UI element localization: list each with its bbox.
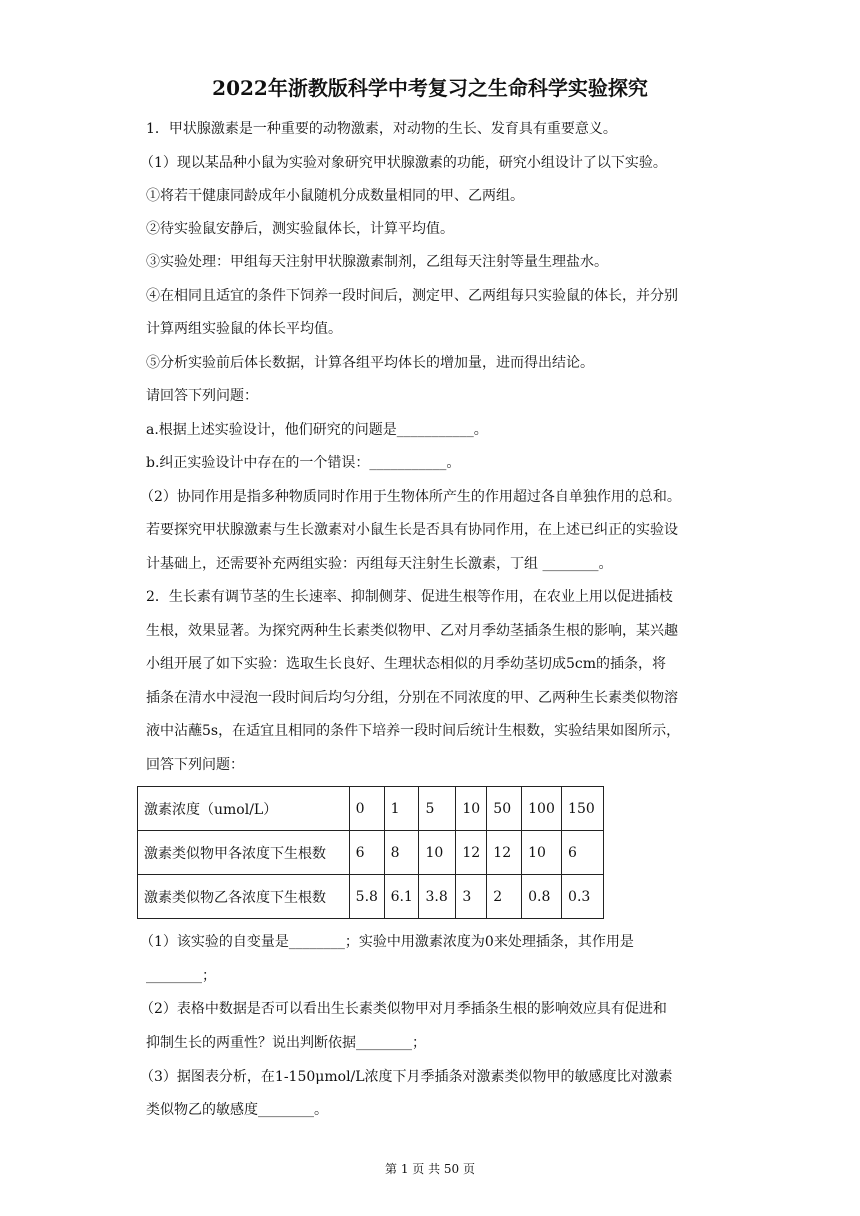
q1-step5: ⑤分析实验前后体长数据，计算各组平均体长的增加量，进而得出结论。	[146, 355, 594, 371]
table-cell: 8	[384, 831, 419, 875]
table-cell: 6.1	[384, 875, 419, 919]
table-cell: 3	[456, 875, 487, 919]
table-cell: 10	[419, 831, 456, 875]
q1-part1: （1）现以某品种小鼠为实验对象研究甲状腺激素的功能，研究小组设计了以下实验。	[140, 155, 667, 171]
table-cell: 6	[349, 831, 384, 875]
table-cell: 激素类似物乙各浓度下生根数	[138, 875, 350, 919]
table-cell: 12	[456, 831, 487, 875]
q1-part2: （2）协同作用是指多种物质同时作用于生物体所产生的作用超过各自单独作用的总和。	[140, 489, 681, 505]
table-cell: 2	[487, 875, 522, 919]
table-cell: 5	[419, 787, 456, 831]
q1-step1: ①将若干健康同龄成年小鼠随机分成数量相同的甲、乙两组。	[146, 188, 524, 204]
q1-step4: ④在相同且适宜的条件下饲养一段时间后，测定甲、乙两组每只实验鼠的体长，并分别	[146, 288, 678, 304]
table-cell: 0	[349, 787, 384, 831]
q2-sub1: （1）该实验的自变量是________；实验中用激素浓度为0来处理插条，其作用是	[140, 934, 634, 950]
table-row	[138, 875, 604, 919]
q1-step4-cont: 计算两组实验鼠的体长平均值。	[146, 321, 342, 337]
table-cell: 5.8	[349, 875, 384, 919]
document-title: 2022年浙教版科学中考复习之生命科学实验探究	[212, 76, 648, 100]
q2-line3: 小组开展了如下实验：选取生长良好、生理状态相似的月季幼茎切成5cm的插条，将	[146, 656, 667, 672]
q1-part2-cont1: 若要探究甲状腺激素与生长激素对小鼠生长是否具有协同作用，在上述已纠正的实验设	[146, 522, 678, 538]
q2-sub2-cont: 抑制生长的两重性？说出判断依据________；	[146, 1035, 426, 1051]
table-cell: 3.8	[419, 875, 456, 919]
q2-line6: 回答下列问题：	[146, 757, 244, 773]
table-row	[138, 787, 604, 831]
q2-sub3-cont: 类似物乙的敏感度________。	[146, 1102, 328, 1118]
q1-step3: ③实验处理：甲组每天注射甲状腺激素制剂，乙组每天注射等量生理盐水。	[146, 254, 608, 270]
q2-sub2: （2）表格中数据是否可以看出生长素类似物甲对月季插条生根的影响效应具有促进和	[140, 1001, 667, 1017]
q1-part2-cont2: 计基础上，还需要补充两组实验：丙组每天注射生长激素，丁组 ________。	[146, 556, 613, 572]
q2-sub1-cont: ________；	[146, 968, 216, 984]
q2-line1: 2．生长素有调节茎的生长速率、抑制侧芽、促进生根等作用，在农业上用以促进插枝	[146, 589, 673, 605]
table-cell: 150	[562, 787, 604, 831]
q1-ask: 请回答下列问题：	[146, 388, 258, 404]
results-table	[137, 786, 604, 919]
table-cell: 100	[522, 787, 562, 831]
table-cell: 激素浓度（umol/L）	[138, 787, 350, 831]
table-cell: 6	[562, 831, 604, 875]
table-cell: 50	[487, 787, 522, 831]
table-row	[138, 831, 604, 875]
q1-question-b: b.纠正实验设计中存在的一个错误：___________。	[146, 455, 461, 471]
q2-line4: 插条在清水中浸泡一段时间后均匀分组，分别在不同浓度的甲、乙两种生长素类似物溶	[146, 690, 678, 706]
q2-sub3: （3）据图表分析，在1-150μmol/L浓度下月季插条对激素类似物甲的敏感度比对激素	[140, 1069, 673, 1085]
table-cell: 0.3	[562, 875, 604, 919]
q2-line5: 液中沾蘸5s，在适宜且相同的条件下培养一段时间后统计生根数，实验结果如图所示，	[146, 723, 681, 739]
q1-question-a: a.根据上述实验设计，他们研究的问题是___________。	[146, 422, 488, 438]
page-footer: 第 1 页 共 50 页	[385, 1162, 475, 1176]
table-cell: 激素类似物甲各浓度下生根数	[138, 831, 350, 875]
table-cell: 12	[487, 831, 522, 875]
q2-line2: 生根，效果显著。为探究两种生长素类似物甲、乙对月季幼茎插条生根的影响，某兴趣	[146, 623, 678, 639]
table-cell: 0.8	[522, 875, 562, 919]
q1-intro: 1．甲状腺激素是一种重要的动物激素，对动物的生长、发育具有重要意义。	[146, 121, 617, 137]
table-cell: 10	[522, 831, 562, 875]
q1-step2: ②待实验鼠安静后，测实验鼠体长，计算平均值。	[146, 221, 454, 237]
table-cell: 10	[456, 787, 487, 831]
table-cell: 1	[384, 787, 419, 831]
